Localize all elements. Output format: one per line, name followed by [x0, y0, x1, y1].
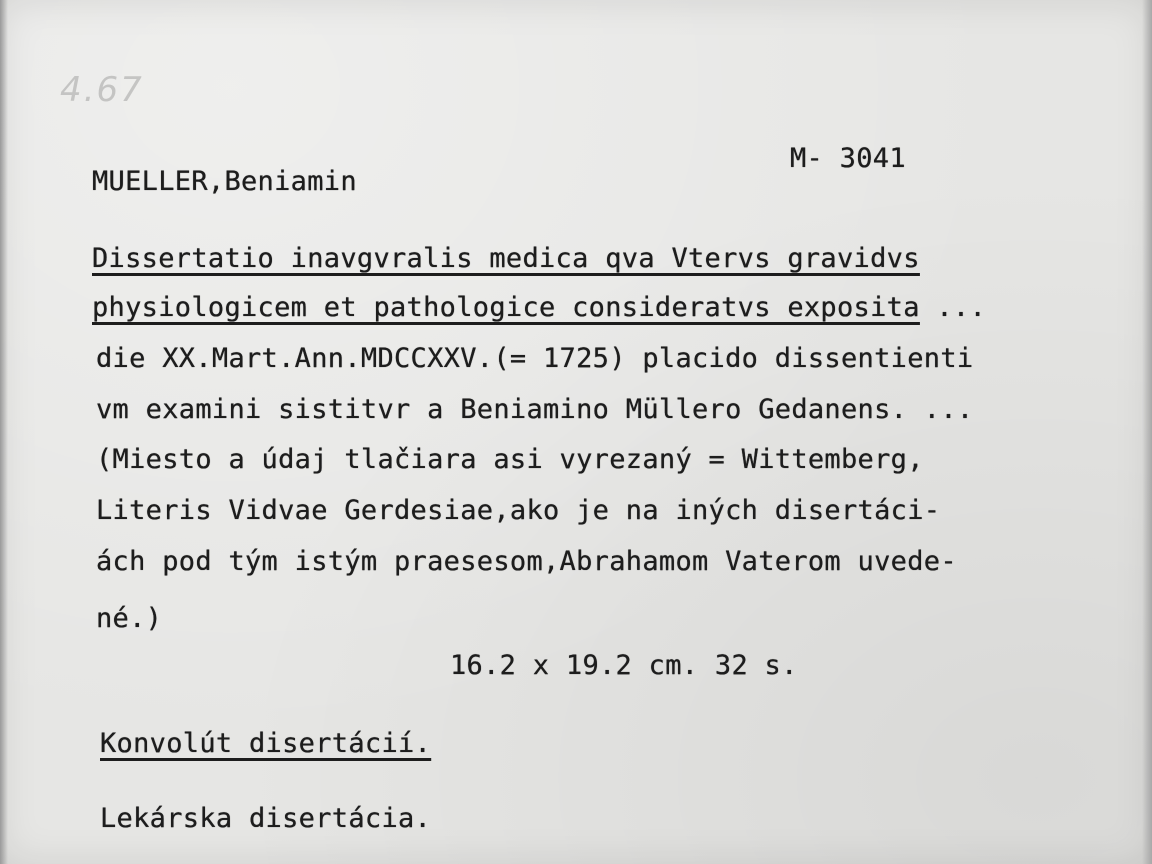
dimensions: 16.2 x 19.2 cm. 32 s.: [450, 650, 798, 681]
description-line-1: die XX.Mart.Ann.MDCCXXV.(= 1725) placido dissentienti: [96, 343, 974, 374]
title-suffix: ...: [919, 292, 987, 323]
card-edge-left: [0, 0, 8, 864]
description-line-2: vm examini sistitvr a Beniamino Müllero Gedanens. ...: [96, 394, 974, 425]
subject-line: Lekárska disertácia.: [100, 803, 432, 834]
title-line-2: physiologicem et pathologice consideratvs exposita: [92, 292, 920, 323]
title-line-2-wrap: [92, 294, 986, 321]
card-edge-right: [1142, 0, 1152, 864]
description-line-5: ách pod tým istým praesesom,Abrahamom Vaterom uvede-: [96, 546, 957, 577]
title-line-1: Dissertatio inavgvralis medica qva Vtervs gravidvs: [92, 243, 920, 274]
description-line-4: Literis Vidvae Gerdesiae,ako je na iných disertáci-: [96, 495, 941, 526]
description-line-6: né.): [96, 603, 163, 634]
call-number: M- 3041: [790, 143, 906, 174]
pencil-note: 4.67: [60, 70, 144, 110]
author-heading: MUELLER,Beniamin: [92, 166, 357, 197]
convolute-heading: Konvolút disertácií.: [100, 728, 432, 759]
description-line-3: (Miesto a údaj tlačiara asi vyrezaný = Wittemberg,: [96, 444, 924, 475]
